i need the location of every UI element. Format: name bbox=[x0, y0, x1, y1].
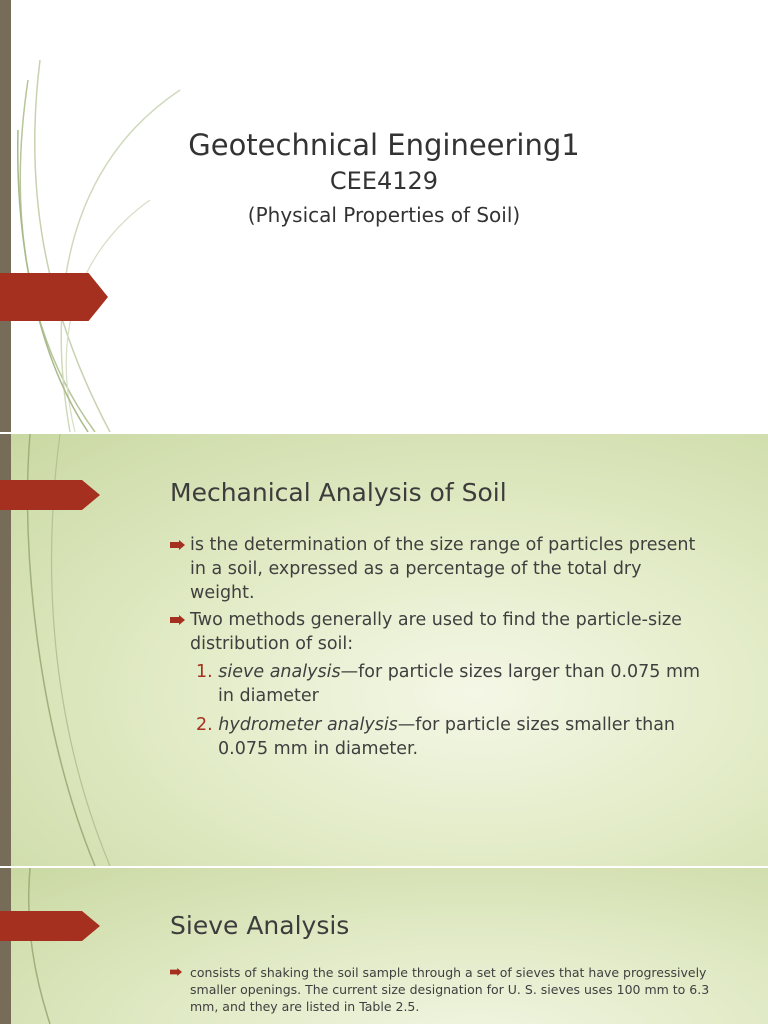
slide-title: Mechanical Analysis of Soil bbox=[170, 478, 507, 507]
course-code: CEE4129 bbox=[329, 167, 439, 195]
method-name: hydrometer analysis bbox=[218, 715, 398, 735]
item-number: 2. bbox=[196, 715, 213, 735]
method-description: —for particle sizes smaller than 0.075 mm in diameter. bbox=[218, 715, 676, 759]
method-name: sieve analysis bbox=[218, 662, 341, 682]
bullet-item bbox=[170, 964, 730, 1015]
arrow-bullet-icon bbox=[170, 968, 182, 976]
numbered-item bbox=[196, 660, 716, 708]
red-arrow-marker bbox=[0, 273, 108, 321]
bullet-item bbox=[170, 608, 730, 656]
numbered-item bbox=[196, 713, 696, 761]
arrow-bullet-icon bbox=[170, 615, 185, 625]
mechanical-analysis-slide bbox=[0, 434, 768, 866]
bullet-text: is the determination of the size range of particles present in a soil, expressed as a percentage of the total dry weight. bbox=[190, 535, 696, 603]
red-arrow-marker bbox=[0, 480, 100, 510]
item-number: 1. bbox=[196, 662, 213, 682]
bullet-text: Two methods generally are used to find the particle-size distribution of soil: bbox=[190, 610, 682, 654]
sieve-analysis-slide bbox=[0, 868, 768, 1024]
title-slide bbox=[0, 0, 768, 432]
bullet-item bbox=[170, 533, 710, 605]
bullet-text: consists of shaking the soil sample through a set of sieves that have progressively smaller openings. The current size designation for U. S. sieves uses 100 mm to 6.3 mm, and they are listed in Table 2.5. bbox=[190, 965, 710, 1014]
slide-title: Sieve Analysis bbox=[170, 911, 350, 940]
red-arrow-marker bbox=[0, 911, 100, 941]
presentation-title: Geotechnical Engineering1 bbox=[188, 128, 580, 162]
presentation-subtitle: (Physical Properties of Soil) bbox=[247, 203, 521, 227]
arrow-bullet-icon bbox=[170, 540, 185, 550]
decorative-curves bbox=[0, 868, 120, 1024]
method-description: —for particle sizes larger than 0.075 mm in diameter bbox=[218, 662, 701, 706]
